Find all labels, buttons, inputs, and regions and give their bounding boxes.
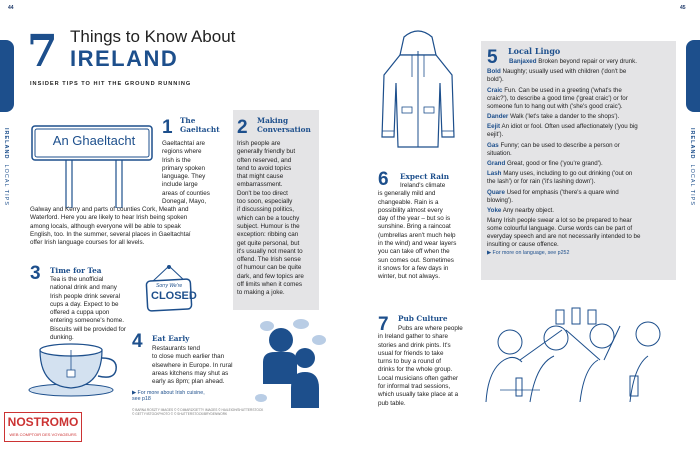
conversation-illustration — [253, 318, 328, 410]
tip-2-body: Irish people are generally friendly but often reserved, and tend to avoid topics that might cause embarrassment. Don't be too direct too soon, especially if discussing politics, which can be a touchy subject. Humour is the exception: ribbing can get quite personal, but it's usually not meant to offend. The Irish sense of humour can be quite dark, and few topics are off limits when it comes to making a joke. — [237, 140, 304, 297]
lingo-link[interactable]: ▶ For more on language, see p252 — [487, 250, 570, 257]
tip-7-body: Pubs are where people in Ireland gather to share stories and drink pints. It's usual for friends to take turns to buy a round of drinks for the whole group. Local musicians often gather for informal trad sessions, which usually take place at a pub table. — [378, 325, 463, 407]
tip-2-number: 2 — [237, 117, 248, 138]
raincoat-illustration — [378, 27, 458, 152]
teacup-illustration — [26, 338, 126, 398]
tip-3-title: Time for Tea — [50, 266, 102, 275]
watermark-tagline: WEB COMPTOIR DES VOYAGEURS — [9, 432, 77, 437]
tip-1-body-narrow: Gaeltachtaí are regions where Irish is the primary spoken language. They include large areas of counties Donegal, Mayo, — [162, 140, 210, 206]
tip-4-link[interactable]: ▶ For more about Irish cuisine, see p18 — [132, 390, 205, 402]
title-line-2: IRELAND — [70, 46, 179, 71]
tip-1-number: 1 — [162, 117, 173, 138]
lingo-entry: Craic Fun. Can be used in a greeting ('what's the craic?'), to describe a good time ('great craic') or for someone fun to hang out with ('she's good craic'). — [487, 86, 628, 110]
page-number-right: 45 — [680, 5, 686, 11]
page-number-left: 44 — [8, 5, 14, 11]
lingo-note: Many Irish people swear a lot so be prepared to hear some colourful language. Curse words can be part of everyday speech and are not necessarily intended to be insulting or cause offence. — [487, 217, 641, 249]
tip-4-number: 4 — [132, 331, 143, 352]
tip-1-body-wide: Galway and Kerry and parts of counties Cork, Meath and Waterford. Here you are likely to hear Irish being spoken among locals, although everyone will be able to speak English, too. In the summer, several places in Gaeltachtaí offer Irish language courses for all levels. — [30, 206, 191, 247]
tip-4-body: Restaurants tend to close much earlier than elsewhere in Europe. In rural areas kitchens may shut as early as 8pm; plan ahead. — [152, 345, 233, 386]
tip-4-title: Eat Early — [152, 334, 190, 343]
gaeltacht-sign-illustration — [30, 118, 158, 208]
lingo-entry: Gas Funny; can be used to describe a person or situation. — [487, 141, 620, 157]
tip-7-title: Pub Culture — [398, 314, 448, 323]
tip-7-number: 7 — [378, 314, 389, 335]
sign-text: An Ghaeltacht — [52, 133, 136, 148]
tip-6-number: 6 — [378, 169, 389, 190]
lingo-entry: Eejit An idiot or fool. Often used affectionately ('you big eejit'). — [487, 123, 638, 139]
tip-6-body: Ireland's climate is generally mild and changeable. Rain is a possibility almost every day of the year – but so is sunshine. Bring a raincoat (umbrellas aren't much help in the wind) and wear layers you can take off when the sun comes out. Sometimes it snows for a few days in winter, but not always. — [378, 182, 457, 281]
tip-5-title: Local Lingo — [508, 46, 561, 56]
lingo-entry: Yoke Any nearby object. — [487, 207, 554, 214]
title-line-1: Things to Know About — [70, 27, 236, 46]
tip-1-title: The Gaeltacht — [180, 116, 220, 134]
lingo-entry: Dander Walk ('let's take a dander to the shops'). — [487, 112, 620, 120]
side-label-right: IRELAND LOCAL TIPS — [689, 128, 695, 207]
tip-2-title: Making Conversation — [257, 116, 311, 134]
header-number: 7 — [27, 26, 58, 77]
pub-toast-illustration — [480, 290, 680, 405]
subtitle: INSIDER TIPS TO HIT THE GROUND RUNNING — [30, 81, 192, 87]
closed-sign-top: Sorry We're — [156, 283, 183, 289]
tip-3-body: Tea is the unofficial national drink and many Irish people drink several cups a day. Expect to be offered a cuppa upon entering someone's home. Biscuits will be provided for dunking. — [50, 276, 126, 342]
section-tab-left — [0, 40, 14, 112]
lingo-entry: Grand Great, good or fine ('you're grand'). — [487, 159, 603, 167]
watermark-name: NOSTROMO — [7, 415, 79, 429]
lingo-entry: Banjaxed Broken beyond repair or very drunk. — [509, 58, 637, 65]
lingo-entry: Bold Naughty; usually used with children ('don't be bold'). — [487, 68, 627, 84]
tip-3-number: 3 — [30, 263, 41, 284]
lingo-list — [487, 58, 671, 256]
section-tab-right — [686, 40, 700, 112]
closed-sign-illustration — [144, 264, 197, 314]
photo-credits: © BARNA ROSZTY IMAGES © © DIMARZ/GETTY IMAGES © HAILEIGH/SHUTTERSTOCK © GETTY/ISTOCKPHOTO © © SHUTTERSTOCK/BRYDENWORK — [132, 408, 264, 416]
lingo-entry: Lash Many uses, including to go out drinking ('out on the lash') or for rain ('it's lashing down'). — [487, 170, 633, 186]
lingo-entry: Quare Used for emphasis ('there's a quare wind blowing'). — [487, 188, 619, 204]
closed-sign-main: CLOSED — [151, 290, 197, 302]
tip-6-title: Expect Rain — [400, 172, 450, 181]
nostromo-watermark — [4, 412, 82, 442]
tip-5-number: 5 — [487, 47, 498, 68]
side-label-left: IRELAND LOCAL TIPS — [3, 128, 9, 207]
